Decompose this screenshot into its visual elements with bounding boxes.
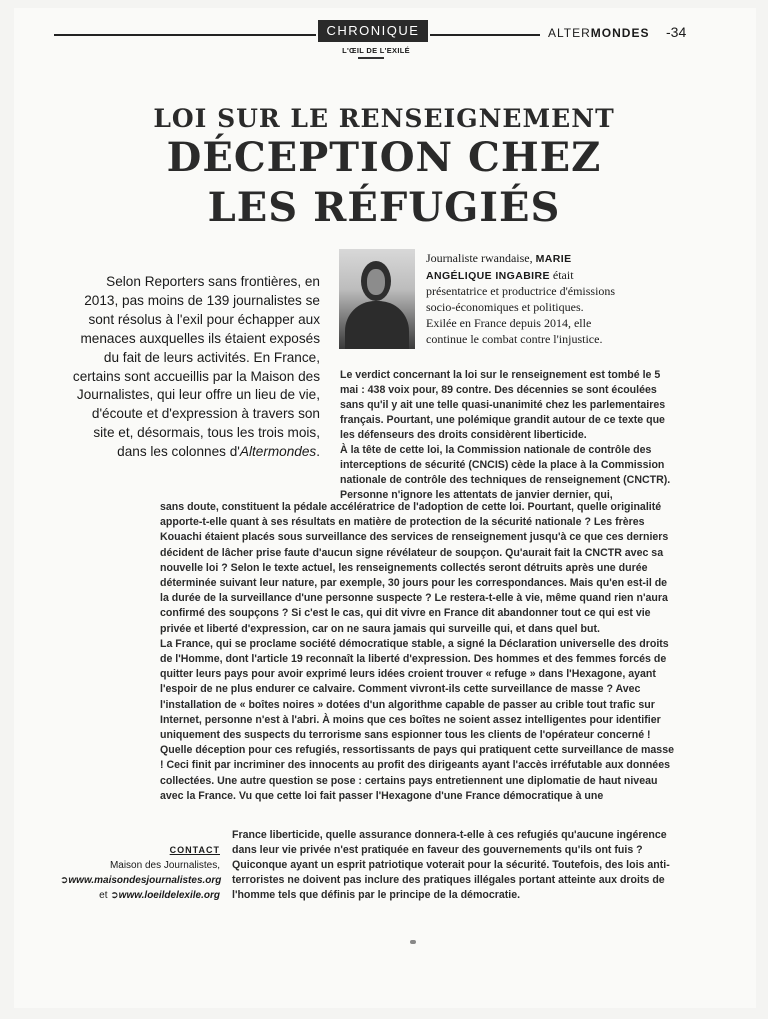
column-name: L'ŒIL DE L'EXILÉ	[342, 46, 410, 55]
header-rule-left	[54, 34, 316, 36]
author-photo	[339, 249, 415, 349]
photo-face	[367, 269, 385, 295]
article-body-end	[232, 828, 678, 903]
contact-org: Maison des Journalistes,	[109, 860, 220, 871]
brand-mondes: MONDES	[590, 26, 650, 40]
paragraph: À la tête de cette loi, la Commission nationale de contrôle des interceptions de sécurité (CNCIS) cède la place à la Commission nationale de contrôle des techniques de renseignement (CNCTR). Personne n'ignore les attentats de janvier dernier, qui,	[340, 444, 671, 501]
article-body-main	[160, 500, 678, 804]
section-label: CHRONIQUE	[318, 20, 428, 42]
pen-icon	[358, 57, 384, 59]
paragraph: Quelle déception pour ces refugiés, ressortissants de pays qui pratiquent cette surveillance de masse ! Ceci finit par incriminer des innocents au profit des dirigeants ayant l'accès irréfutable aux données collectées. Une autre question se pose : certains pays entretiennent une diplomatie de haut niveau avec la France. Vu que cette loi fait passer l'Hexagone d'une France démocratique à une	[160, 744, 674, 802]
header-rule-right	[430, 34, 540, 36]
paragraph: sans doute, constituent la pédale accélératrice de l'adoption de cette loi. Pourtant, quelle originalité apporte-t-elle quant à ses résultats en matière de protection de la sécurité nationale ? Les frères Kouachi étaient placés sous surveillance des services de renseignement jusqu'à ce que ces derniers décident de lâcher prise faute d'aucun signe révélateur de soupçon. Qu'aurait fait la CNCTR avec sa nouvelle loi ? Selon le texte actuel, les renseignements collectés seront détruits après une durée déterminée suivant leur nature, par exemple, 30 jours pour les correspondances. Mais qu'en est-il de la durée de la surveillance d'une personne suspecte ? Le restera-t-elle à vie, même quand rien n'aura confirmé des soupçons ? Si c'est le cas, qui dit vivre en France dit abandonner tout ce qui est vie privée et liberté d'expression, car on ne saura jamais qui surveille qui, et dans quel but.	[160, 501, 669, 635]
contact-and: et	[99, 890, 111, 901]
arrow-icon: ➲	[60, 875, 69, 886]
title-line-1: LOI SUR LE RENSEIGNEMENT	[153, 104, 615, 133]
title-line-2: DÉCEPTION CHEZ	[166, 134, 602, 181]
contact-heading: CONTACT	[169, 845, 220, 855]
paragraph: Le verdict concernant la loi sur le renseignement est tombé le 5 mai : 438 voix pour, 89 contre. Des décennies se sont écoulées sans qu'il y ait une telle quasi-unanimité chez les parlementaires français. Pourtant, une polémique grandit autour de ce texte que les défenseurs des droits considèrent liberticide.	[340, 369, 666, 441]
link-maison-des-journalistes[interactable]: www.maisondesjournalistes.org	[68, 875, 222, 886]
paragraph: La France, qui se proclame société démocratique stable, a signé la Déclaration universelle des droits de l'Homme, dont l'article 19 reconnaît la liberté d'expression. Des hommes et des femmes forcés de quitter leurs pays pour avoir exprimé leurs idées croient trouver « refuge » dans l'Hexagone, ayant l'espoir de ne plus endurer ce calvaire. Comment vivront-ils cette surveillance de masse ? Avec l'installation de « boîtes noires » dotées d'un algorithme capable de passer au crible tout trafic sur Internet, personne n'est à l'abri. À moins que ces boîtes ne soient assez intelligentes pour identifier uniquement des suspects du terrorisme sans espionner tous les clients de l'opérateur concerné !	[160, 637, 669, 742]
contact-box	[60, 843, 220, 903]
author-name: MARIE ANGÉLIQUE INGABIRE	[426, 253, 572, 282]
article-body-top	[340, 368, 676, 503]
bio-prefix: Journaliste rwandaise,	[426, 251, 536, 265]
intro-text: Selon Reporters sans frontières, en 2013, pas moins de 139 journalistes se sont résolus à l'exil pour échapper aux menaces auxquelles ils étaient exposés du fait de leurs activités. En France, certains sont accueillis par la Maison des Journalistes, qui leur offre un lieu de vie, d'écoute et d'expression à travers son site et, désormais, tous les trois mois, dans les colonnes d'	[72, 274, 320, 460]
link-loeil-de-lexile[interactable]: www.loeildelexile.org	[118, 890, 220, 901]
paragraph: France liberticide, quelle assurance donnera-t-elle à ces refugiés qu'aucune ingérence dans leur vie privée n'est pratiquée en faveur des gouvernements qu'ils ont fuis ? Quiconque ayant un esprit patriotique voterait pour la sécurité. Toutefois, des lois anti-terroristes ne doivent pas inclure des pratiques illégales portant atteinte aux droits de l'homme tels que définis par le principe de la démocratie.	[232, 829, 670, 901]
intro-magazine: Altermondes	[239, 444, 317, 460]
intro-end: .	[316, 444, 320, 460]
author-bio	[426, 251, 616, 347]
page-number: -34	[666, 24, 687, 40]
intro-paragraph	[70, 273, 320, 462]
arrow-icon: ➲	[110, 890, 119, 901]
magazine-brand	[548, 26, 649, 40]
brand-alter: ALTER	[548, 26, 591, 40]
bio-text: était présentatrice et productrice d'émissions socio-économiques et politiques. Exilée en France depuis 2014, elle continue le combat contre l'injustice.	[426, 267, 616, 346]
print-mark	[410, 940, 416, 944]
photo-shoulders	[345, 301, 409, 349]
title-line-3: LES RÉFUGIÉS	[207, 184, 561, 231]
